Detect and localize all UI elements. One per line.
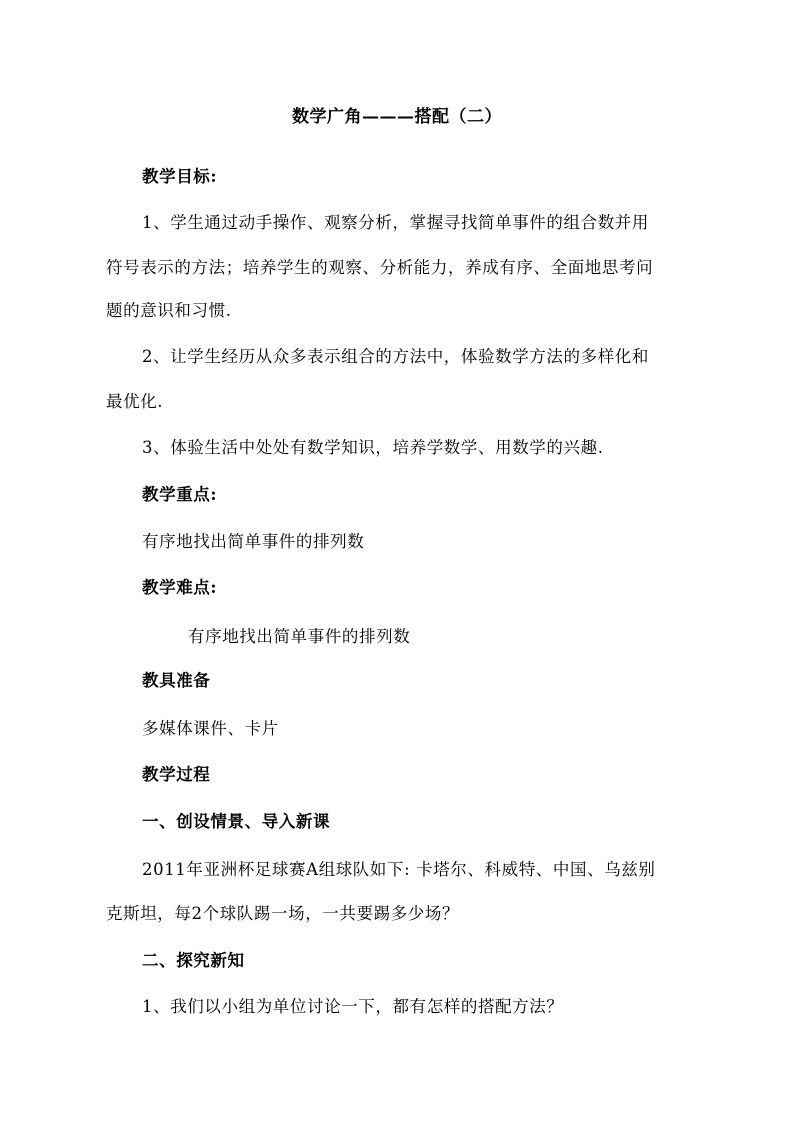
section-2-heading: 二、探究新知 [142,951,245,970]
objective-1-line-2: 符号表示的方法；培养学生的观察、分析能力，养成有序、全面地思考问 [106,258,654,277]
key-points-heading: 教学重点: [142,485,218,504]
document-title: 数学广角———搭配（二） [292,107,502,127]
key-points-text: 有序地找出简单事件的排列数 [142,532,365,551]
difficulties-heading: 教学难点: [142,578,218,597]
objective-2-line-2: 最优化. [106,392,164,411]
difficulties-text: 有序地找出简单事件的排列数 [188,627,411,646]
section-1-line-1: 2011年亚洲杯足球赛A组球队如下: 卡塔尔、科威特、中国、乌兹别 [142,860,656,879]
section-2-item-1: 1、我们以小组为单位讨论一下，都有怎样的搭配方法？ [142,997,564,1016]
materials-text: 多媒体课件、卡片 [142,719,279,738]
objective-3: 3、体验生活中处处有数学知识，培养学数学、用数学的兴趣. [142,438,604,457]
section-1-heading: 一、创设情景、导入新课 [142,812,331,831]
objective-1-line-3: 题的意识和习惯. [106,301,232,320]
objective-2-line-1: 2、让学生经历从众多表示组合的方法中，体验数学方法的多样化和 [142,347,649,366]
materials-heading: 教具准备 [142,671,211,690]
objective-1-line-1: 1、学生通过动手操作、观察分析，掌握寻找简单事件的组合数并用 [142,213,649,232]
process-heading: 教学过程 [142,765,211,784]
section-1-line-2: 克斯坦，每2个球队踢一场，一共要踢多少场？ [106,904,460,923]
objectives-heading: 教学目标: [142,167,218,186]
